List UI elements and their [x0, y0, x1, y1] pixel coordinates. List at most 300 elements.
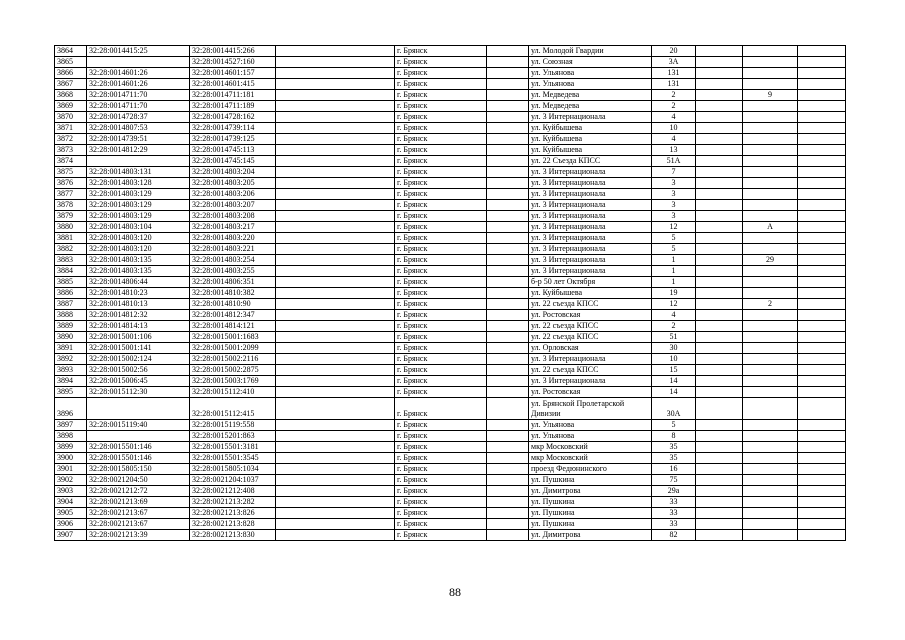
cell-cadastral-parcel: 32:28:0015501:146	[87, 442, 190, 453]
cell-city: г. Брянск	[395, 233, 487, 244]
cell-empty	[798, 178, 846, 189]
cell-cadastral-object: 32:28:0014803:206	[190, 189, 276, 200]
cell-cadastral-parcel: 32:28:0014711:70	[87, 90, 190, 101]
table-row	[55, 321, 846, 332]
cell-apartment	[743, 508, 798, 519]
cell-cadastral-parcel: 32:28:0014812:32	[87, 310, 190, 321]
cell-cadastral-object: 32:28:0015501:3545	[190, 453, 276, 464]
cell-empty	[487, 222, 529, 233]
cell-empty	[798, 156, 846, 167]
cell-city: г. Брянск	[395, 145, 487, 156]
cell-empty	[487, 112, 529, 123]
cell-empty	[487, 123, 529, 134]
cell-cadastral-object: 32:28:0015112:415	[190, 398, 276, 420]
cell-cadastral-parcel: 32:28:0014803:120	[87, 244, 190, 255]
cell-empty	[487, 343, 529, 354]
cell-empty	[798, 211, 846, 222]
cell-street: ул. 22 съезда КПСС	[529, 299, 652, 310]
cell-record-number: 3877	[55, 189, 87, 200]
cell-street: ул. Молодой Гвардии	[529, 46, 652, 57]
cell-empty	[276, 79, 395, 90]
cell-cadastral-parcel: 32:28:0014812:29	[87, 145, 190, 156]
cell-apartment	[743, 288, 798, 299]
table-row	[55, 222, 846, 233]
cell-city: г. Брянск	[395, 497, 487, 508]
cell-city: г. Брянск	[395, 376, 487, 387]
cell-street: ул. 22 съезда КПСС	[529, 332, 652, 343]
cell-house-number: 4	[652, 134, 696, 145]
cell-apartment	[743, 398, 798, 420]
cell-empty	[276, 244, 395, 255]
cell-street: ул. Пушкина	[529, 508, 652, 519]
cell-apartment	[743, 200, 798, 211]
cell-apartment	[743, 486, 798, 497]
page-number: 88	[449, 585, 461, 599]
table-row	[55, 90, 846, 101]
cell-cadastral-object: 32:28:0014745:113	[190, 145, 276, 156]
cell-empty	[276, 266, 395, 277]
cell-empty	[696, 134, 743, 145]
table-row	[55, 376, 846, 387]
cell-cadastral-object: 32:28:0014803:217	[190, 222, 276, 233]
cell-record-number: 3892	[55, 354, 87, 365]
cell-street: ул. 22 съезда КПСС	[529, 365, 652, 376]
cell-cadastral-object: 32:28:0021204:1037	[190, 475, 276, 486]
cell-empty	[696, 387, 743, 398]
cell-street: ул. 3 Интернационала	[529, 376, 652, 387]
cell-house-number: 3	[652, 211, 696, 222]
cell-empty	[487, 46, 529, 57]
cell-city: г. Брянск	[395, 442, 487, 453]
cell-record-number: 3865	[55, 57, 87, 68]
cell-apartment	[743, 46, 798, 57]
cell-empty	[696, 299, 743, 310]
cell-house-number: 14	[652, 387, 696, 398]
cell-city: г. Брянск	[395, 156, 487, 167]
cell-city: г. Брянск	[395, 420, 487, 431]
cell-record-number: 3884	[55, 266, 87, 277]
table-row	[55, 519, 846, 530]
cell-city: г. Брянск	[395, 211, 487, 222]
cell-empty	[696, 332, 743, 343]
cell-cadastral-parcel: 32:28:0015001:141	[87, 343, 190, 354]
cell-street: ул. Куйбышева	[529, 123, 652, 134]
cell-street: ул. 22 Съезда КПСС	[529, 156, 652, 167]
cell-city: г. Брянск	[395, 57, 487, 68]
cell-apartment	[743, 244, 798, 255]
cell-empty	[798, 90, 846, 101]
cell-city: г. Брянск	[395, 519, 487, 530]
cell-cadastral-parcel: 32:28:0015001:106	[87, 332, 190, 343]
cell-empty	[696, 277, 743, 288]
cell-cadastral-parcel: 32:28:0015805:150	[87, 464, 190, 475]
cell-cadastral-object: 32:28:0014803:254	[190, 255, 276, 266]
cell-city: г. Брянск	[395, 288, 487, 299]
cell-house-number: 33	[652, 519, 696, 530]
cell-record-number: 3902	[55, 475, 87, 486]
cell-city: г. Брянск	[395, 354, 487, 365]
cell-empty	[276, 233, 395, 244]
table-row	[55, 442, 846, 453]
cell-cadastral-object: 32:28:0015001:1683	[190, 332, 276, 343]
cell-empty	[798, 442, 846, 453]
cell-street: ул. Ульянова	[529, 431, 652, 442]
cell-record-number: 3889	[55, 321, 87, 332]
cell-empty	[696, 46, 743, 57]
cell-empty	[798, 398, 846, 420]
cell-empty	[696, 321, 743, 332]
cell-apartment	[743, 442, 798, 453]
cell-apartment	[743, 321, 798, 332]
cell-empty	[798, 508, 846, 519]
cell-empty	[276, 68, 395, 79]
table-row	[55, 112, 846, 123]
cell-empty	[276, 222, 395, 233]
cell-house-number: 82	[652, 530, 696, 541]
cell-record-number: 3871	[55, 123, 87, 134]
cell-street: мкр Московский	[529, 453, 652, 464]
cell-city: г. Брянск	[395, 486, 487, 497]
cell-empty	[276, 255, 395, 266]
cell-house-number: 5	[652, 420, 696, 431]
cell-cadastral-parcel: 32:28:0021213:67	[87, 519, 190, 530]
cell-apartment	[743, 233, 798, 244]
table-row	[55, 288, 846, 299]
cell-cadastral-object: 32:28:0014711:189	[190, 101, 276, 112]
cell-house-number: 1	[652, 277, 696, 288]
table-row	[55, 387, 846, 398]
cell-empty	[276, 332, 395, 343]
cell-house-number: 19	[652, 288, 696, 299]
cell-house-number: 30	[652, 343, 696, 354]
cell-empty	[798, 123, 846, 134]
cell-empty	[696, 233, 743, 244]
cell-apartment: 2	[743, 299, 798, 310]
cell-street: ул. Ульянова	[529, 420, 652, 431]
cell-city: г. Брянск	[395, 332, 487, 343]
cell-cadastral-parcel: 32:28:0014803:104	[87, 222, 190, 233]
cell-record-number: 3891	[55, 343, 87, 354]
cell-street: ул. Ростовская	[529, 310, 652, 321]
cell-empty	[798, 57, 846, 68]
cell-empty	[696, 365, 743, 376]
cell-apartment	[743, 420, 798, 431]
cell-empty	[696, 145, 743, 156]
cell-empty	[798, 321, 846, 332]
cell-record-number: 3868	[55, 90, 87, 101]
cell-empty	[798, 288, 846, 299]
cell-empty	[276, 420, 395, 431]
cell-cadastral-parcel: 32:28:0014803:135	[87, 255, 190, 266]
cell-house-number: 2	[652, 90, 696, 101]
cell-record-number: 3881	[55, 233, 87, 244]
cell-empty	[276, 398, 395, 420]
cell-empty	[487, 255, 529, 266]
cell-empty	[487, 464, 529, 475]
cell-empty	[276, 475, 395, 486]
cell-record-number: 3906	[55, 519, 87, 530]
cell-street: ул. Союзная	[529, 57, 652, 68]
cell-street: ул. 3 Интернационала	[529, 354, 652, 365]
cell-house-number: 10	[652, 123, 696, 134]
cell-cadastral-object: 32:28:0014803:205	[190, 178, 276, 189]
cell-street: ул. 3 Интернационала	[529, 178, 652, 189]
cell-city: г. Брянск	[395, 123, 487, 134]
cell-house-number: 35	[652, 442, 696, 453]
cell-cadastral-parcel: 32:28:0021213:39	[87, 530, 190, 541]
cell-empty	[696, 255, 743, 266]
cell-house-number: 7	[652, 167, 696, 178]
table-row	[55, 46, 846, 57]
cell-city: г. Брянск	[395, 90, 487, 101]
cell-cadastral-object: 32:28:0015201:863	[190, 431, 276, 442]
cell-empty	[487, 145, 529, 156]
cell-cadastral-object: 32:28:0021213:830	[190, 530, 276, 541]
cell-empty	[276, 310, 395, 321]
cell-empty	[487, 178, 529, 189]
cell-empty	[276, 519, 395, 530]
cell-street: ул. 3 Интернационала	[529, 255, 652, 266]
cell-empty	[276, 486, 395, 497]
cell-cadastral-parcel: 32:28:0014415:25	[87, 46, 190, 57]
cell-house-number: 12	[652, 222, 696, 233]
cell-empty	[487, 79, 529, 90]
table-row	[55, 431, 846, 442]
cell-cadastral-object: 32:28:0021213:282	[190, 497, 276, 508]
cell-street: ул. Ульянова	[529, 68, 652, 79]
cell-street: ул. Брянской Пролетарской Дивизии	[529, 398, 652, 420]
cell-city: г. Брянск	[395, 101, 487, 112]
cell-empty	[276, 134, 395, 145]
cell-house-number: 15	[652, 365, 696, 376]
cell-empty	[487, 486, 529, 497]
cell-city: г. Брянск	[395, 189, 487, 200]
cell-empty	[487, 134, 529, 145]
cell-empty	[276, 321, 395, 332]
cell-empty	[487, 442, 529, 453]
cell-empty	[276, 189, 395, 200]
cell-street: ул. Пушкина	[529, 519, 652, 530]
cell-empty	[696, 189, 743, 200]
cell-empty	[798, 299, 846, 310]
cell-empty	[276, 453, 395, 464]
cell-record-number: 3897	[55, 420, 87, 431]
cell-record-number: 3887	[55, 299, 87, 310]
table-row	[55, 497, 846, 508]
cell-empty	[276, 101, 395, 112]
cell-record-number: 3876	[55, 178, 87, 189]
cell-empty	[696, 57, 743, 68]
table-row	[55, 68, 846, 79]
cell-cadastral-parcel: 32:28:0015112:30	[87, 387, 190, 398]
cell-record-number: 3875	[55, 167, 87, 178]
table-row	[55, 167, 846, 178]
cell-record-number: 3899	[55, 442, 87, 453]
cell-house-number: 8	[652, 431, 696, 442]
cell-empty	[696, 453, 743, 464]
cell-house-number: 33	[652, 508, 696, 519]
cell-record-number: 3864	[55, 46, 87, 57]
cell-cadastral-object: 32:28:0014803:207	[190, 200, 276, 211]
cell-house-number: 51А	[652, 156, 696, 167]
cell-street: ул. Куйбышева	[529, 288, 652, 299]
cell-empty	[487, 101, 529, 112]
cell-record-number: 3873	[55, 145, 87, 156]
cell-apartment	[743, 475, 798, 486]
table-row	[55, 343, 846, 354]
cell-empty	[798, 365, 846, 376]
cell-empty	[276, 167, 395, 178]
cell-house-number: 1	[652, 255, 696, 266]
cell-cadastral-parcel: 32:28:0015006:45	[87, 376, 190, 387]
cell-cadastral-object: 32:28:0015001:2099	[190, 343, 276, 354]
cell-record-number: 3898	[55, 431, 87, 442]
cell-cadastral-object: 32:28:0014803:221	[190, 244, 276, 255]
cell-empty	[696, 266, 743, 277]
cell-empty	[696, 475, 743, 486]
cell-empty	[696, 508, 743, 519]
cell-cadastral-parcel: 32:28:0014803:131	[87, 167, 190, 178]
cell-empty	[487, 211, 529, 222]
cell-empty	[798, 46, 846, 57]
cell-street: ул. 3 Интернационала	[529, 233, 652, 244]
cell-cadastral-object: 32:28:0021212:408	[190, 486, 276, 497]
cell-cadastral-object: 32:28:0014803:208	[190, 211, 276, 222]
cell-house-number: 2	[652, 101, 696, 112]
cell-empty	[276, 497, 395, 508]
cell-empty	[696, 79, 743, 90]
cell-cadastral-parcel	[87, 398, 190, 420]
cell-cadastral-object: 32:28:0015119:558	[190, 420, 276, 431]
cell-cadastral-parcel: 32:28:0014803:129	[87, 189, 190, 200]
cell-empty	[798, 530, 846, 541]
cell-apartment	[743, 112, 798, 123]
cell-street: ул. Куйбышева	[529, 134, 652, 145]
cell-apartment	[743, 123, 798, 134]
cell-street: ул. 3 Интернационала	[529, 200, 652, 211]
cell-empty	[487, 530, 529, 541]
cell-empty	[798, 134, 846, 145]
cell-cadastral-object: 32:28:0015112:410	[190, 387, 276, 398]
cell-empty	[487, 233, 529, 244]
cell-cadastral-parcel: 32:28:0014711:70	[87, 101, 190, 112]
cell-cadastral-object: 32:28:0014803:220	[190, 233, 276, 244]
cell-empty	[798, 200, 846, 211]
cell-cadastral-parcel: 32:28:0014601:26	[87, 68, 190, 79]
cell-city: г. Брянск	[395, 310, 487, 321]
table-row	[55, 530, 846, 541]
cell-empty	[696, 156, 743, 167]
cell-empty	[798, 101, 846, 112]
cell-street: ул. Куйбышева	[529, 145, 652, 156]
table-row	[55, 134, 846, 145]
table-row	[55, 508, 846, 519]
table-row	[55, 266, 846, 277]
cell-street: ул. 3 Интернационала	[529, 244, 652, 255]
cell-street: ул. 3 Интернационала	[529, 189, 652, 200]
cell-empty	[696, 354, 743, 365]
cell-empty	[696, 68, 743, 79]
cell-cadastral-object: 32:28:0014803:255	[190, 266, 276, 277]
cell-cadastral-object: 32:28:0014806:351	[190, 277, 276, 288]
cell-empty	[276, 464, 395, 475]
cell-cadastral-parcel: 32:28:0014803:129	[87, 211, 190, 222]
cell-empty	[696, 244, 743, 255]
cell-empty	[276, 156, 395, 167]
cell-city: г. Брянск	[395, 365, 487, 376]
cell-street: б-р 50 лет Октября	[529, 277, 652, 288]
cell-cadastral-object: 32:28:0014739:125	[190, 134, 276, 145]
cell-cadastral-parcel: 32:28:0014810:23	[87, 288, 190, 299]
cell-empty	[276, 376, 395, 387]
cell-cadastral-object: 32:28:0014711:181	[190, 90, 276, 101]
cell-house-number: 131	[652, 79, 696, 90]
cell-apartment	[743, 376, 798, 387]
cell-city: г. Брянск	[395, 343, 487, 354]
cell-cadastral-object: 32:28:0014745:145	[190, 156, 276, 167]
cell-apartment	[743, 211, 798, 222]
table-row	[55, 156, 846, 167]
cell-street: ул. Димитрова	[529, 486, 652, 497]
cell-city: г. Брянск	[395, 134, 487, 145]
cell-apartment	[743, 101, 798, 112]
cell-city: г. Брянск	[395, 321, 487, 332]
cell-apartment	[743, 145, 798, 156]
cell-empty	[487, 189, 529, 200]
cell-cadastral-object: 32:28:0014803:204	[190, 167, 276, 178]
cell-apartment	[743, 464, 798, 475]
cell-record-number: 3867	[55, 79, 87, 90]
cell-empty	[798, 310, 846, 321]
cell-street: ул. 3 Интернационала	[529, 112, 652, 123]
cell-empty	[798, 387, 846, 398]
cell-empty	[798, 343, 846, 354]
table-row	[55, 178, 846, 189]
cell-house-number: 51	[652, 332, 696, 343]
cell-empty	[276, 277, 395, 288]
cell-city: г. Брянск	[395, 387, 487, 398]
cell-cadastral-parcel: 32:28:0014803:135	[87, 266, 190, 277]
cell-city: г. Брянск	[395, 475, 487, 486]
cell-empty	[487, 453, 529, 464]
cell-cadastral-parcel: 32:28:0014728:37	[87, 112, 190, 123]
cell-street: проезд Федюнинского	[529, 464, 652, 475]
cell-house-number: 1	[652, 266, 696, 277]
cell-empty	[276, 431, 395, 442]
cell-apartment: А	[743, 222, 798, 233]
cell-cadastral-object: 32:28:0014812:347	[190, 310, 276, 321]
cell-empty	[276, 508, 395, 519]
table-row	[55, 189, 846, 200]
cell-house-number: 33	[652, 497, 696, 508]
cell-empty	[798, 277, 846, 288]
cell-empty	[696, 123, 743, 134]
cell-cadastral-object: 32:28:0014739:114	[190, 123, 276, 134]
cell-empty	[798, 189, 846, 200]
cell-cadastral-parcel: 32:28:0021213:67	[87, 508, 190, 519]
cell-cadastral-parcel: 32:28:0021213:69	[87, 497, 190, 508]
cell-house-number: 3	[652, 200, 696, 211]
cell-apartment: 9	[743, 90, 798, 101]
cell-empty	[487, 508, 529, 519]
table-row	[55, 277, 846, 288]
cell-street: ул. 3 Интернационала	[529, 266, 652, 277]
cell-city: г. Брянск	[395, 244, 487, 255]
cell-empty	[276, 387, 395, 398]
cell-empty	[276, 90, 395, 101]
cell-house-number: 16	[652, 464, 696, 475]
cell-empty	[276, 343, 395, 354]
